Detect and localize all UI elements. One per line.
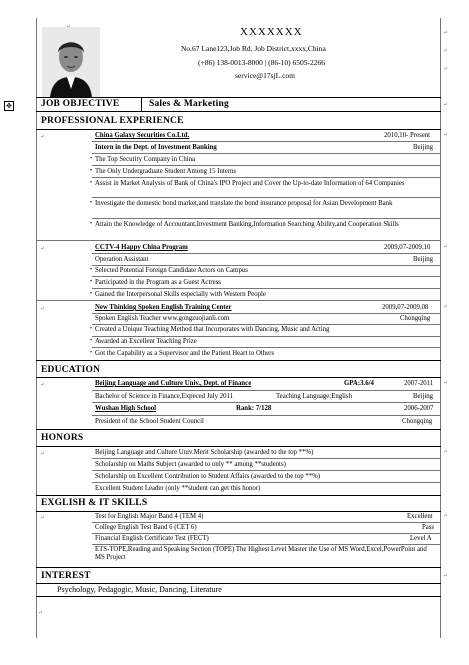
job2-bullet: Participated in the Program as a Guest Actress [95,279,221,286]
job3-bullet: Created a Unique Teaching Method that Incorporates with Dancing, Music and Acting [95,326,330,333]
honor-item: Scholarship on Excellent Contribution to Student Affairs (awarded to the top **%) [95,473,321,480]
row-line [92,522,441,523]
address-text: No.67 Lane123,Job Rd. Job District,xxxx,China [181,44,326,53]
cell-end-mark-icon: ↵ [40,307,45,312]
row-line [92,165,441,166]
bullet-icon: • [90,350,93,356]
edu-loc1: Beijing [413,393,434,400]
row-line [36,240,441,241]
cell-end-mark-icon: ↵ [66,25,71,30]
row-line [36,360,441,361]
row-line [92,288,441,289]
row-end-mark-icon: ↵ [443,245,448,250]
job3-bullet: Got the Capability as a Supervisor and the Patient Heart to Others [95,350,275,357]
row-line [92,402,441,403]
job3-dates: 2009,07-2009,08 [382,304,429,311]
interest-value: Psychology, Pedagogic, Music, Dancing, Literature [57,585,222,594]
bullet-icon: • [90,291,93,297]
candidate-name: XXXXXXX [240,26,303,38]
skill-label: College English Test Band 6 (CET 6) [95,524,197,531]
job3-company: New Thinking Spoken English Training Center [95,304,232,311]
job2-company: CCTV-4 Happy China Program [95,244,188,251]
education-heading: EDUCATION [41,365,101,375]
job3-location: Chongqing [400,315,431,322]
job2-bullet: Gained the Interpersonal Skills especially with Western People [95,291,266,298]
bullet-icon: • [90,326,93,332]
job1-bullet: Investigate the domestic bond market,and translate the bond insurance proposal for Asian Development Bank [95,200,393,207]
edu-teaching: Teaching Language:English [276,393,352,400]
job3-bullet: Awarded an Excellent Teaching Prize [95,338,197,345]
skills-heading: EXGLISH & IT SKILLS [41,498,148,508]
row-end-mark-icon: ↵ [443,381,448,386]
row-end-mark-icon: ↵ [443,450,448,455]
row-end-mark-icon: ↵ [443,305,448,310]
skill-value: Level A [410,535,432,542]
objective-top-rule [36,97,441,98]
job2-role: Operation Assistant [95,256,149,263]
paragraph-mark-icon: ↵ [38,611,43,616]
bullet-icon: • [90,221,93,227]
row-line [92,533,441,534]
job1-bullet: The Top Security Company in China [95,156,196,163]
row-end-mark-icon: ↵ [443,133,448,138]
row-line [36,300,441,301]
row-line [92,390,441,391]
edu-dates2: 2006-2007 [404,405,434,412]
objective-bottom-rule [36,111,441,112]
job2-bullet: Selected Potential Foreign Candidate Actors on Campus [95,267,248,274]
row-line [92,347,441,348]
honors-heading: HONORS [41,433,84,443]
row-line [92,313,441,314]
job1-company: China Galaxy Securities Co.Ltd. [95,132,190,139]
row-line [92,253,441,254]
skill-label: Test for English Major Band 4 (TEM 4) [95,513,204,520]
experience-heading: PROFESSIONAL EXPERIENCE [41,116,184,126]
row-line [92,544,441,545]
edu-dates1: 2007-2011 [404,380,434,387]
row-line [36,495,441,496]
job1-location: Beijing [413,144,434,151]
row-end-mark-icon: ↵ [443,49,448,54]
row-end-mark-icon: ↵ [443,67,448,72]
job1-bullet: Attain the Knowledge of Accountant,Investment Banking,Information Searching Ability,and Cooperation Skills [95,221,399,228]
objective-label: JOB OBJECTIVE [41,99,120,109]
edu-loc2: Chongqing [402,418,433,425]
skill-value: Excellent [407,513,433,520]
job1-bullet: Assist in Market Analysis of Bank of China's IPO Project and Cover the Up-to-date Information of 64 Companies [95,180,405,187]
row-end-mark-icon: ↵ [443,103,448,108]
bullet-icon: • [90,168,93,174]
skill-label: Financial English Certificate Test (FECT) [95,535,209,542]
row-line [36,429,441,430]
row-line [92,177,441,178]
interest-rule [36,583,441,584]
row-line [92,324,441,325]
row-line [92,153,441,154]
page-bottom-rule [36,596,441,597]
bullet-icon: • [90,180,93,186]
bullet-icon: • [90,267,93,273]
edu-gpa: GPA:3.6/4 [344,380,374,387]
experience-rule [36,129,441,130]
job2-dates: 2009,07-2009,10 [384,244,431,251]
education-rule [36,377,441,378]
edu-president: President of the School Student Council [95,418,204,425]
row-line [92,415,441,416]
bullet-icon: • [90,338,93,344]
job1-role: Intern in the Dept. of Investment Banking [95,144,217,151]
interest-heading: INTEREST [41,571,91,581]
row-line [92,470,441,471]
edu-school2: Wushan High School [95,405,157,412]
row-line [92,218,441,219]
row-line [36,567,441,568]
edu-rank: Rank: 7/128 [236,405,272,412]
honors-rule [36,446,441,447]
bullet-icon: • [90,156,93,162]
cell-end-mark-icon: ↵ [40,452,45,457]
honor-item: Beijing Language and Culture Univ.Merit Scholarship (awarded to the top **%) [95,449,314,456]
bullet-icon: • [90,279,93,285]
objective-value: Sales & Marketing [149,99,229,109]
row-line [92,265,441,266]
skills-rule [36,511,441,512]
cell-end-mark-icon: ↵ [40,516,45,521]
job1-dates: 2010,10- Present [384,132,431,139]
edu-degree: Bachelor of Science in Finance,Expeced July 2011 [95,393,234,400]
row-end-mark-icon: ↵ [443,574,448,579]
row-line [92,482,441,483]
row-line [92,141,441,142]
objective-divider [141,97,142,111]
skill-ets: ETS-TOPE,Reading and Speaking Section (TOPE) The Highest Level Master the Use of MS Word,Excel,PowerPoint and MS Project [95,546,427,561]
cell-end-mark-icon: ↵ [40,383,45,388]
table-move-handle-icon[interactable]: ✥ [4,101,14,111]
email-link[interactable]: service@17sjL.com [235,71,296,80]
row-end-mark-icon: ↵ [443,31,448,36]
row-line [92,197,441,198]
bullet-icon: • [90,200,93,206]
row-line [92,336,441,337]
row-line [92,458,441,459]
job3-role: Spoken English Teacher www.gongzuojianli.com [95,315,230,322]
row-line [92,276,441,277]
avatar [42,27,100,97]
phone-text: (+86) 138-0013-8000 | (86-10) 6505-2266 [198,58,325,67]
skill-value: Pass [422,524,435,531]
row-end-mark-icon: ↵ [443,514,448,519]
honor-item: Excellent Student Leader (only **student can get this honor) [95,485,261,492]
cell-end-mark-icon: ↵ [40,247,45,252]
honor-item: Scholarship on Maths Subject (awarded to only ** among **students) [95,461,286,468]
job1-bullet: The Only Undergraduate Student Among 15 Interns [95,168,237,175]
edu-school: Beijing Language and Culture Univ., Dept. of Finance [95,380,252,387]
cell-end-mark-icon: ↵ [40,135,45,140]
job2-location: Beijing [413,256,434,263]
